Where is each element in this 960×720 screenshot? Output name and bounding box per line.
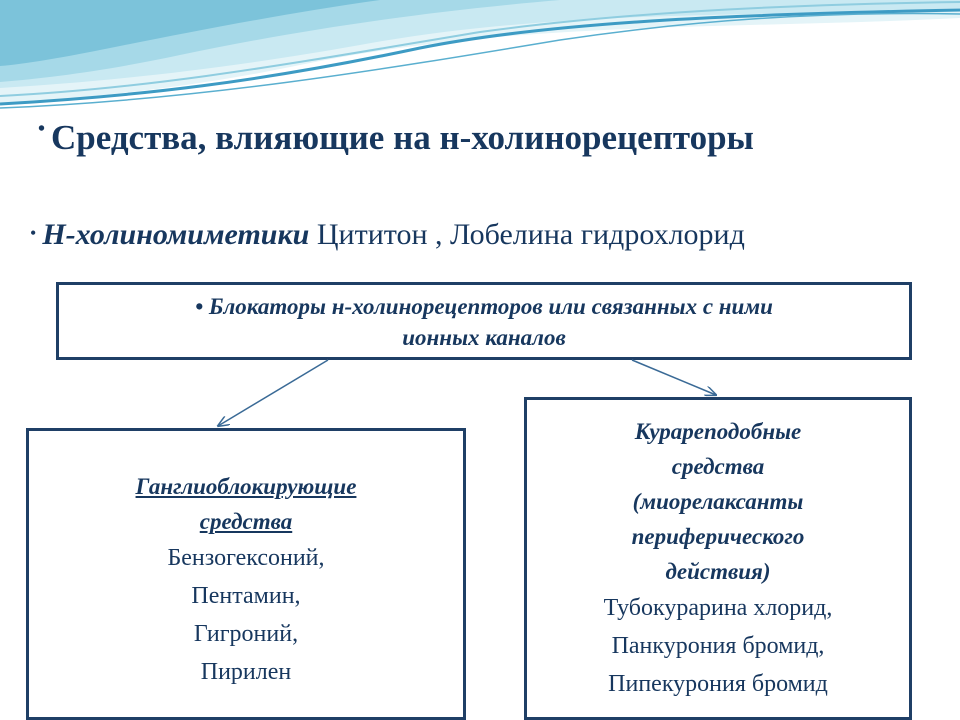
curare-box — [524, 397, 912, 720]
ganglio-header-1: Ганглиоблокирующие — [135, 474, 357, 499]
curare-header-line: действия) — [665, 559, 771, 584]
mimetics-drugs: Цититон , Лобелина гидрохлорид — [316, 218, 745, 251]
blockers-line-2: ионных каналов — [402, 325, 566, 350]
ganglio-item: Бензогексоний, — [167, 545, 325, 571]
curare-item: Тубокурарина хлорид, — [603, 595, 833, 621]
ganglio-item: Пирилен — [200, 659, 292, 685]
ganglio-item: Гигроний, — [193, 621, 299, 647]
curare-header-line: периферического — [631, 524, 805, 549]
header-wave-decoration — [0, 0, 960, 130]
mimetics-label: Н-холиномиметики — [42, 218, 310, 251]
curare-item: Пипекурония бромид — [608, 671, 828, 697]
curare-header-line: Курареподобные — [634, 419, 802, 444]
blockers-line-1: • Блокаторы н-холинорецепторов или связанных с ними — [195, 294, 773, 319]
ganglio-item: Пентамин, — [191, 583, 301, 609]
ganglio-header-2: средства — [199, 509, 293, 534]
arrow-to-curare — [632, 360, 716, 395]
title-bullet: • — [38, 118, 46, 140]
curare-header-line: средства — [671, 454, 765, 479]
curare-item: Панкурония бромид, — [611, 633, 825, 659]
curare-header-line: (миорелаксанты — [632, 489, 804, 514]
title-text: Средства, влияющие на н-холинорецепторы — [51, 118, 754, 157]
mimetics-bullet: • — [30, 223, 37, 243]
mimetics-line — [30, 218, 745, 252]
slide-title — [38, 118, 754, 158]
ganglio-box — [26, 428, 466, 720]
arrow-to-ganglio — [218, 360, 328, 426]
blockers-box — [56, 282, 912, 360]
